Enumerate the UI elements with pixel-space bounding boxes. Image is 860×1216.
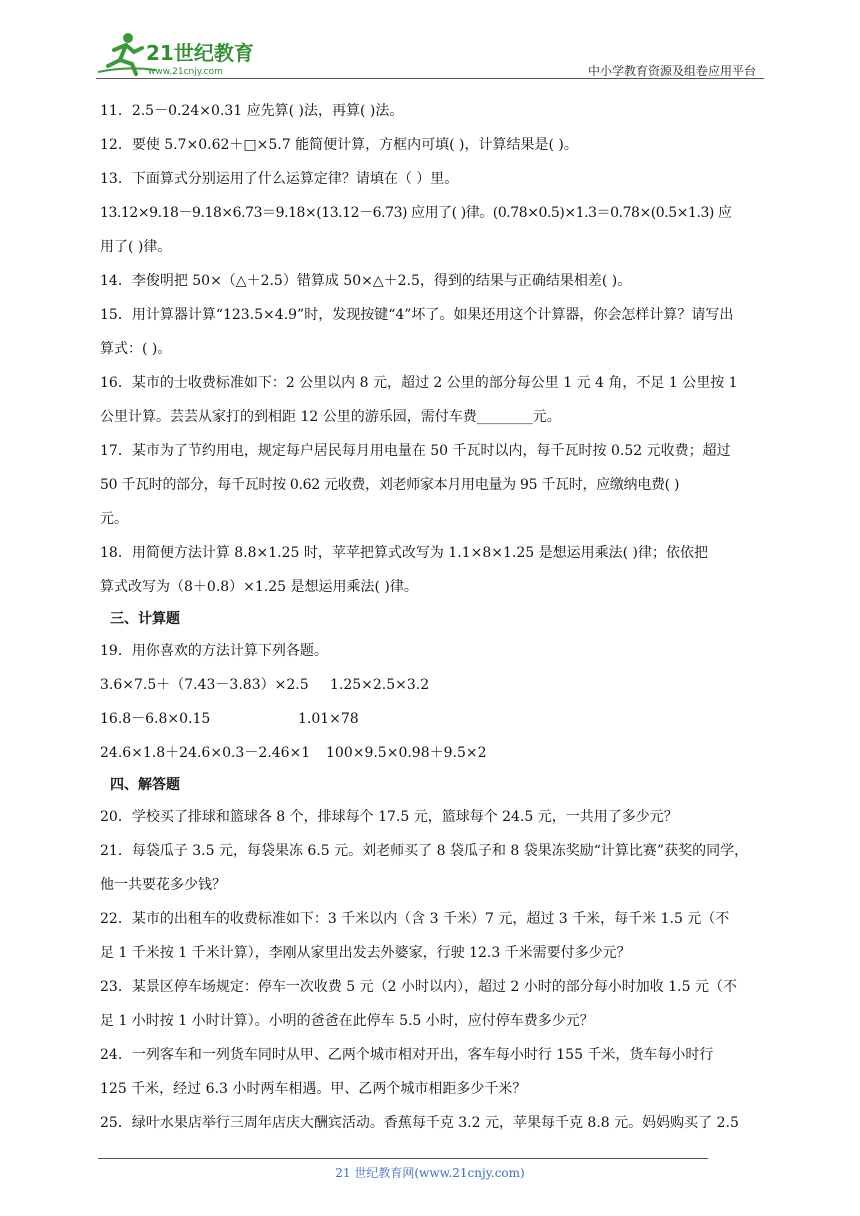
logo: [96, 30, 266, 78]
text-line: 公里计算。芸芸从家打的到相距 12 公里的游乐园，需付车费________元。: [100, 409, 561, 425]
text-line: 12．要使 5.7×0.62＋□×5.7 能简便计算，方框内可填( )，计算结果是( )。: [100, 137, 578, 153]
text-line: 50 千瓦时的部分，每千瓦时按 0.62 元收费，刘老师家本月用电量为 95 千瓦时，应缴纳电费( ): [100, 477, 680, 493]
calc-item: 24.6×1.8＋24.6×0.3－2.46×1: [100, 745, 311, 761]
text-line: 24．一列客车和一列货车同时从甲、乙两个城市相对开出，客车每小时行 155 千米，货车每小时行: [100, 1047, 714, 1063]
calc-row: [100, 668, 764, 702]
text-line: 元。: [100, 511, 128, 527]
section-heading: 三、计算题: [110, 611, 180, 627]
header-divider: [96, 78, 764, 79]
calc-item: 1.01×78: [298, 711, 359, 727]
text-line: 23．某景区停车场规定：停车一次收费 5 元（2 小时以内），超过 2 小时的部分每小时加收 1.5 元（不: [100, 979, 737, 995]
text-line: 足 1 小时按 1 小时计算）。小明的爸爸在此停车 5.5 小时，应付停车费多少元？: [100, 1013, 594, 1029]
text-line: 17．某市为了节约用电，规定每户居民每月用电量在 50 千瓦时以内，每千瓦时按 0.52 元收费；超过: [100, 443, 731, 459]
calc-item: 16.8－6.8×0.15: [100, 711, 211, 727]
text-line: 21．每袋瓜子 3.5 元，每袋果冻 6.5 元。刘老师买了 8 袋瓜子和 8 袋果冻奖励“计算比赛”获奖的同学，: [100, 843, 749, 859]
footer-link[interactable]: 21 世纪教育网(www.21cnjy.com): [335, 1166, 525, 1180]
text-line: 20．学校买了排球和篮球各 8 个，排球每个 17.5 元，篮球每个 24.5 元，一共用了多少元？: [100, 809, 678, 825]
calc-row: [100, 702, 764, 736]
text-line: 125 千米，经过 6.3 小时两车相遇。甲、乙两个城市相距多少千米？: [100, 1081, 527, 1097]
text-line: 算式改写为（8＋0.8）×1.25 是想运用乘法( )律。: [100, 579, 418, 595]
calc-item: 100×9.5×0.98＋9.5×2: [326, 745, 487, 761]
calc-row: [100, 736, 764, 770]
text-line: 19．用你喜欢的方法计算下列各题。: [100, 643, 328, 659]
platform-name: 中小学教育资源及组卷应用平台: [587, 64, 756, 78]
text-line: 16．某市的士收费标准如下：2 公里以内 8 元，超过 2 公里的部分每公里 1 元 4 角，不足 1 公里按 1: [100, 375, 738, 391]
logo-text: 21世纪教育: [146, 41, 254, 65]
text-line: 25．绿叶水果店举行三周年店庆大酬宾活动。香蕉每千克 3.2 元，苹果每千克 8.8 元。妈妈购买了 2.5: [100, 1115, 739, 1131]
text-line: 18．用简便方法计算 8.8×1.25 时，苹苹把算式改写为 1.1×8×1.25 是想运用乘法( )律；依依把: [100, 545, 708, 561]
calc-item: 1.25×2.5×3.2: [330, 677, 430, 693]
text-line: 22．某市的出租车的收费标准如下：3 千米以内（含 3 千米）7 元，超过 3 千米，每千米 1.5 元（不: [100, 911, 730, 927]
calc-item: 3.6×7.5＋（7.43－3.83）×2.5: [100, 677, 309, 693]
page-header: [96, 30, 764, 80]
section-heading: 四、解答题: [110, 777, 180, 793]
text-line: 13．下面算式分别运用了什么运算定律？请填在（ ）里。: [100, 171, 459, 187]
text-line: 他一共要花多少钱？: [100, 877, 226, 893]
text-line: 算式：( )。: [100, 341, 172, 357]
logo-url: www.21cnjy.com: [148, 67, 223, 77]
footer-divider: [98, 1158, 708, 1159]
text-line: 11．2.5－0.24×0.31 应先算( )法，再算( )法。: [100, 103, 404, 119]
text-line: 14．李俊明把 50×（△＋2.5）错算成 50×△＋2.5，得到的结果与正确结果相差( )。: [100, 273, 632, 289]
text-line: 用了( )律。: [100, 239, 172, 255]
document-body: [100, 94, 764, 1140]
text-line: 13.12×9.18－9.18×6.73＝9.18×(13.12－6.73) 应用了( )律。(0.78×0.5)×1.3＝0.78×(0.5×1.3) 应: [100, 205, 732, 221]
text-line: 足 1 千米按 1 千米计算），李刚从家里出发去外婆家，行驶 12.3 千米需要付多少元？: [100, 945, 631, 961]
text-line: 15．用计算器计算“123.5×4.9”时，发现按键“4”坏了。如果还用这个计算器，你会怎样计算？请写出: [100, 307, 734, 323]
